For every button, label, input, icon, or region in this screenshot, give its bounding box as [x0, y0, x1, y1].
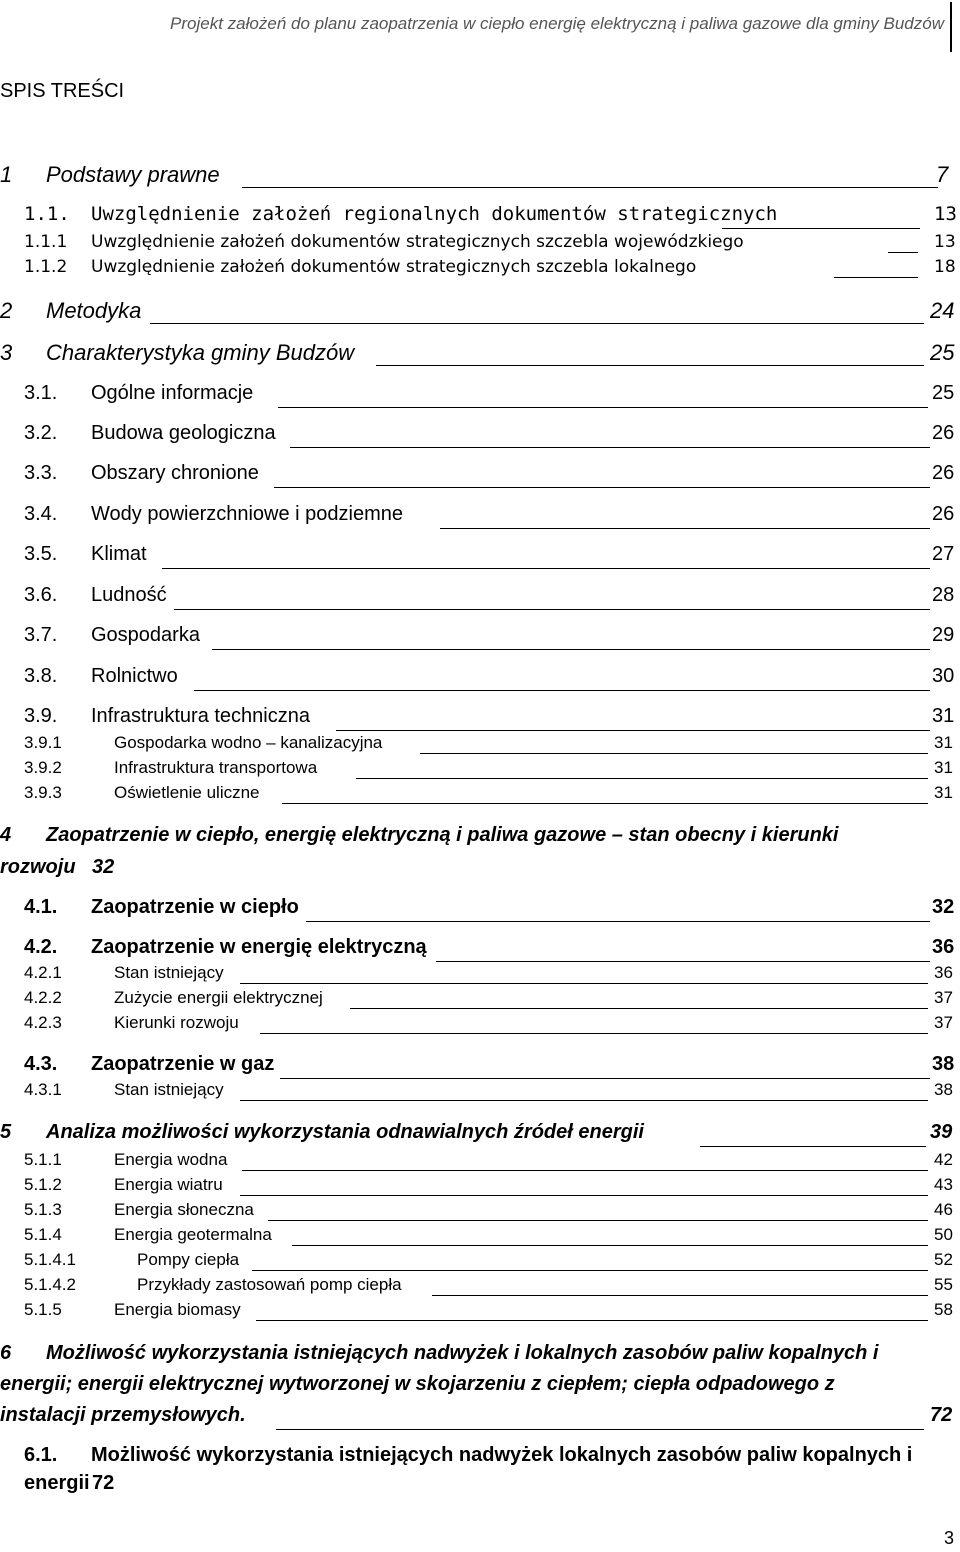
toc-entry-page: 30 [932, 665, 955, 687]
toc-entry-title: Infrastruktura transportowa [114, 758, 318, 777]
toc-entry-page: 32 [92, 856, 115, 878]
toc-entry-page: 52 [934, 1250, 953, 1269]
toc-entry-number: 1.1.2 [24, 257, 68, 277]
toc-leader-line [420, 753, 928, 754]
toc-entry-title: Możliwość wykorzystania istniejących nadwyżek lokalnych zasobów paliw kopalnych i [91, 1444, 913, 1466]
toc-entry-title: Zaopatrzenie w ciepło, energię elektryczną i paliwa gazowe – stan obecny i kierunki [46, 824, 839, 846]
toc-entry-number: 3.3. [24, 462, 58, 484]
toc-entry-page: 13 [934, 203, 957, 225]
toc-leader-line [242, 1170, 928, 1171]
toc-entry-title: Energia biomasy [114, 1300, 241, 1319]
toc-entry-title: Budowa geologiczna [91, 422, 276, 444]
toc-entry-page: 26 [932, 422, 955, 444]
toc-leader-line [268, 1220, 928, 1221]
toc-entry-number: 5.1.3 [24, 1200, 62, 1219]
toc-entry-number: 3.8. [24, 665, 58, 687]
toc-entry-title: Gospodarka wodno – kanalizacyjna [114, 733, 383, 752]
toc-entry-number: 3.9.3 [24, 783, 62, 802]
toc-entry-title: Infrastruktura techniczna [91, 705, 310, 727]
toc-entry-page: 72 [92, 1472, 115, 1494]
toc-entry-page: 42 [934, 1150, 953, 1169]
toc-entry-number: 3.6. [24, 584, 58, 606]
toc-entry-title: Kierunki rozwoju [114, 1013, 239, 1032]
toc-entry-title: Obszary chronione [91, 462, 259, 484]
toc-entry-title: Charakterystyka gminy Budzów [46, 340, 355, 365]
toc-entry-title: Analiza możliwości wykorzystania odnawialnych źródeł energii [46, 1121, 644, 1143]
toc-leader-line [722, 228, 920, 229]
toc-leader-line [256, 1320, 928, 1321]
toc-leader-line [834, 277, 918, 278]
toc-entry-title: Zaopatrzenie w ciepło [91, 896, 299, 918]
toc-entry-number: 3.7. [24, 624, 58, 646]
toc-leader-line [280, 1078, 930, 1079]
page-number: 3 [944, 1528, 955, 1548]
toc-entry-page: 38 [934, 1080, 953, 1099]
toc-entry-page: 39 [930, 1121, 953, 1143]
toc-entry-number: 4.2.3 [24, 1013, 62, 1032]
toc-leader-line [260, 1033, 928, 1034]
toc-entry-number: 4.2.2 [24, 988, 62, 1007]
toc-entry-page: 28 [932, 584, 955, 606]
toc-entry-number: 3 [0, 340, 13, 365]
toc-entry-page: 24 [930, 298, 955, 323]
toc-entry-page: 31 [932, 705, 955, 727]
toc-entry-number: 1 [0, 162, 13, 187]
toc-entry-title: Uwzględnienie założeń regionalnych dokumentów strategicznych [91, 203, 778, 225]
toc-entry-number: 5.1.2 [24, 1175, 62, 1194]
toc-entry-page: 25 [930, 340, 955, 365]
toc-leader-line [162, 568, 930, 569]
toc-leader-line [242, 187, 938, 188]
toc-title: SPIS TREŚCI [0, 80, 125, 102]
toc-leader-line [282, 803, 928, 804]
toc-leader-line [252, 1270, 928, 1271]
toc-entry-page: 25 [932, 382, 955, 404]
toc-entry-number: 4.2.1 [24, 963, 62, 982]
toc-entry-title: Pompy ciepła [137, 1250, 240, 1269]
toc-leader-line [376, 365, 924, 366]
toc-entry-title: Wody powierzchniowe i podziemne [91, 503, 404, 525]
toc-entry-number: 4.1. [24, 896, 58, 918]
toc-entry-page: 31 [934, 758, 953, 777]
toc-entry-page: 7 [936, 162, 949, 187]
toc-entry-page: 31 [934, 733, 953, 752]
toc-entry-number: 3.9. [24, 705, 58, 727]
toc-entry-title: Możliwość wykorzystania istniejących nadwyżek i lokalnych zasobów paliw kopalnych i [46, 1342, 879, 1364]
toc-leader-line [174, 609, 930, 610]
toc-entry-page: 37 [934, 988, 953, 1007]
toc-entry-title: Przykłady zastosowań pomp ciepła [137, 1275, 402, 1294]
toc-entry-title: Energia słoneczna [114, 1200, 254, 1219]
toc-entry-page: 55 [934, 1275, 953, 1294]
toc-entry-number: 4.3.1 [24, 1080, 62, 1099]
toc-leader-line [350, 1008, 928, 1009]
toc-entry-number: 5.1.1 [24, 1150, 62, 1169]
toc-entry-title: Zużycie energii elektrycznej [114, 988, 323, 1007]
toc-entry-title: Energia geotermalna [114, 1225, 272, 1244]
toc-leader-line [276, 1429, 924, 1430]
header-rule [950, 2, 952, 52]
toc-leader-line [292, 1245, 928, 1246]
toc-entry-page: 18 [934, 257, 956, 277]
toc-entry-number: 5.1.4.1 [24, 1250, 76, 1269]
toc-entry-page: 46 [934, 1200, 953, 1219]
toc-entry-page: 50 [934, 1225, 953, 1244]
toc-entry-title: Rolnictwo [91, 665, 178, 687]
toc-entry-title: Ogólne informacje [91, 382, 254, 404]
toc-entry-title: Zaopatrzenie w energię elektryczną [91, 936, 427, 958]
toc-entry-number: 4 [0, 824, 12, 846]
toc-leader-line [436, 961, 930, 962]
toc-leader-line [356, 778, 928, 779]
toc-entry-page: 31 [934, 783, 953, 802]
toc-entry-title: Gospodarka [91, 624, 200, 646]
toc-entry-number: 3.5. [24, 543, 58, 565]
toc-entry-title: Metodyka [46, 298, 142, 323]
toc-entry-title: Oświetlenie uliczne [114, 783, 260, 802]
toc-entry-page: 27 [932, 543, 955, 565]
toc-entry-title: instalacji przemysłowych. [0, 1404, 246, 1426]
toc-entry-number: 4.3. [24, 1053, 58, 1075]
toc-entry-title: rozwoju [0, 856, 76, 878]
toc-entry-page: 43 [934, 1175, 953, 1194]
toc-entry-title: Stan istniejący [114, 1080, 224, 1099]
toc-entry-title: Ludność [91, 584, 167, 606]
toc-entry-number: 3.2. [24, 422, 58, 444]
toc-entry-number: 2 [0, 298, 13, 323]
toc-entry-number: 1.1.1 [24, 232, 68, 252]
running-header: Projekt założeń do planu zaopatrzenia w ciepło energię elektryczną i paliwa gazowe dla gminy Budzów [170, 14, 944, 33]
toc-entry-number: 4.2. [24, 936, 58, 958]
toc-entry-number: 6.1. [24, 1444, 58, 1466]
toc-entry-title: Stan istniejący [114, 963, 224, 982]
toc-leader-line [290, 447, 930, 448]
toc-leader-line [440, 528, 930, 529]
toc-entry-number: 5.1.4 [24, 1225, 62, 1244]
toc-entry-page: 72 [930, 1404, 953, 1426]
toc-entry-page: 38 [932, 1053, 955, 1075]
toc-leader-line [274, 487, 930, 488]
toc-entry-title: Zaopatrzenie w gaz [91, 1053, 275, 1075]
toc-entry-number: 5.1.4.2 [24, 1275, 76, 1294]
toc-entry-page: 36 [934, 963, 953, 982]
toc-entry-title: Energia wodna [114, 1150, 228, 1169]
toc-entry-number: 3.4. [24, 503, 58, 525]
toc-entry-number: 5 [0, 1121, 12, 1143]
toc-entry-number: 6 [0, 1342, 12, 1364]
toc-leader-line [240, 983, 928, 984]
toc-entry-page: 37 [934, 1013, 953, 1032]
toc-entry-number: 3.9.1 [24, 733, 62, 752]
toc-leader-line [432, 1295, 928, 1296]
toc-entry-number: 5.1.5 [24, 1300, 62, 1319]
toc-entry-number: 3.1. [24, 382, 58, 404]
toc-leader-line [212, 649, 930, 650]
toc-entry-title: Uwzględnienie założeń dokumentów strategicznych szczebla wojewódzkiego [91, 232, 744, 252]
toc-entry-title: Podstawy prawne [46, 162, 220, 187]
toc-leader-line [278, 407, 928, 408]
toc-entry-page: 58 [934, 1300, 953, 1319]
toc-leader-line [240, 1100, 928, 1101]
toc-entry-page: 26 [932, 503, 955, 525]
toc-entry-page: 29 [932, 624, 955, 646]
toc-entry-page: 13 [934, 232, 956, 252]
toc-leader-line [888, 252, 918, 253]
toc-leader-line [240, 1195, 928, 1196]
toc-leader-line [150, 323, 924, 324]
toc-entry-page: 32 [932, 896, 955, 918]
toc-entry-page: 26 [932, 462, 955, 484]
toc-entry-page: 36 [932, 936, 955, 958]
toc-entry-number: 3.9.2 [24, 758, 62, 777]
toc-leader-line [336, 730, 930, 731]
toc-leader-line [306, 921, 930, 922]
toc-entry-title: energii; energii elektrycznej wytworzonej w skojarzeniu z ciepłem; ciepła odpadowego z [0, 1373, 835, 1395]
toc-entry-number: 1.1. [24, 203, 70, 225]
toc-entry-title: Klimat [91, 543, 147, 565]
toc-leader-line [194, 690, 930, 691]
toc-leader-line [700, 1146, 926, 1147]
toc-entry-title: energii [24, 1472, 90, 1494]
toc-entry-title: Uwzględnienie założeń dokumentów strategicznych szczebla lokalnego [91, 257, 697, 277]
toc-entry-title: Energia wiatru [114, 1175, 223, 1194]
